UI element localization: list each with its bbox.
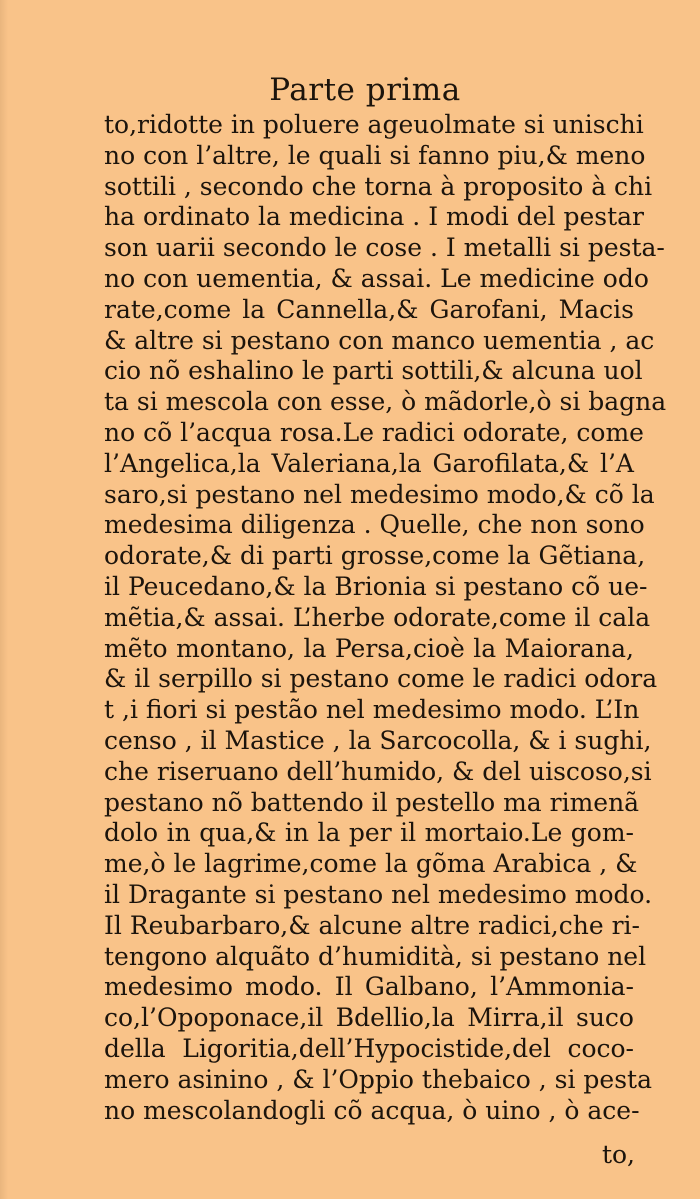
text-line: odorate,& di parti grosse,come la Gẽtiana, xyxy=(104,541,646,571)
text-line: ha ordinato la medicina . I modi del pestar xyxy=(104,202,644,232)
text-line: & il serpillo si pestano come le radici odora xyxy=(104,664,658,694)
text-line: l’Angelica,la Valeriana,la Garofilata,& l’A xyxy=(104,448,634,478)
text-line: ta si mescola con esse, ò mãdorle,ò si bagna xyxy=(104,387,667,417)
text-line: no con uementia, & assai. Le medicine odo xyxy=(104,263,649,293)
text-line: co,l’Opoponace,il Bdellio,la Mirra,il suco xyxy=(104,1003,634,1033)
text-line: no mescolandogli cõ acqua, ò uino , ò ace- xyxy=(104,1095,640,1125)
text-line: il Dragante si pestano nel medesimo modo. xyxy=(104,879,653,909)
scan-edge-shadow xyxy=(0,0,8,1199)
text-line: rate,come la Cannella,& Garofani, Macis xyxy=(104,294,634,324)
text-line: censo , il Mastice , la Sarcocolla, & i sughi, xyxy=(104,725,652,755)
text-line: medesimo modo. Il Galbano, l’Ammonia- xyxy=(104,972,634,1002)
text-line: della Ligoritia,dell’Hypocistide,del coco- xyxy=(104,1033,634,1063)
text-line: medesima diligenza . Quelle, che non sono xyxy=(104,510,645,540)
text-line: & altre si pestano con manco uementia , ac xyxy=(104,325,655,355)
text-line: che riseruano dell’humido, & del uiscoso,si xyxy=(104,756,652,786)
text-line: mero asinino , & l’Oppio thebaico , si pesta xyxy=(104,1064,652,1094)
text-line: pestano nõ battendo il pestello ma rimenã xyxy=(104,787,640,817)
catchword: to, xyxy=(601,1140,635,1169)
text-line: saro,si pestano nel medesimo modo,& cõ la xyxy=(104,479,655,509)
text-line: me,ò le lagrime,come la gõma Arabica , & xyxy=(104,849,638,879)
text-line: sottili , secondo che torna à proposito à chi xyxy=(104,171,653,201)
text-line: son uarii secondo le cose . I metalli si pesta- xyxy=(104,233,665,263)
text-line: cio nõ eshalino le parti sottili,& alcuna uol xyxy=(104,356,643,386)
text-line: mẽto montano, la Persa,cioè la Maiorana, xyxy=(104,633,634,663)
text-line: no cõ l’acqua rosa.Le radici odorate, come xyxy=(104,417,644,447)
text-line: to,ridotte in poluere ageuolmate si unischi xyxy=(104,110,644,139)
text-line: no con l’altre, le quali si fanno piu,& meno xyxy=(104,140,646,170)
running-head: Parte prima xyxy=(269,72,461,108)
text-line: mẽtia,& assai. L’herbe odorate,come il cala xyxy=(104,602,651,632)
text-line: dolo in qua,& in la per il mortaio.Le gom- xyxy=(104,818,634,848)
text-line: t ,i fiori si pestão nel medesimo modo. L’In xyxy=(104,695,640,725)
text-line: Il Reubarbaro,& alcune altre radici,che ri- xyxy=(104,910,640,940)
text-line: il Peucedano,& la Brionia si pestano cõ ue- xyxy=(104,571,648,601)
body-text xyxy=(104,110,667,1126)
text-line: tengono alquãto d’humidità, si pestano nel xyxy=(104,941,647,971)
